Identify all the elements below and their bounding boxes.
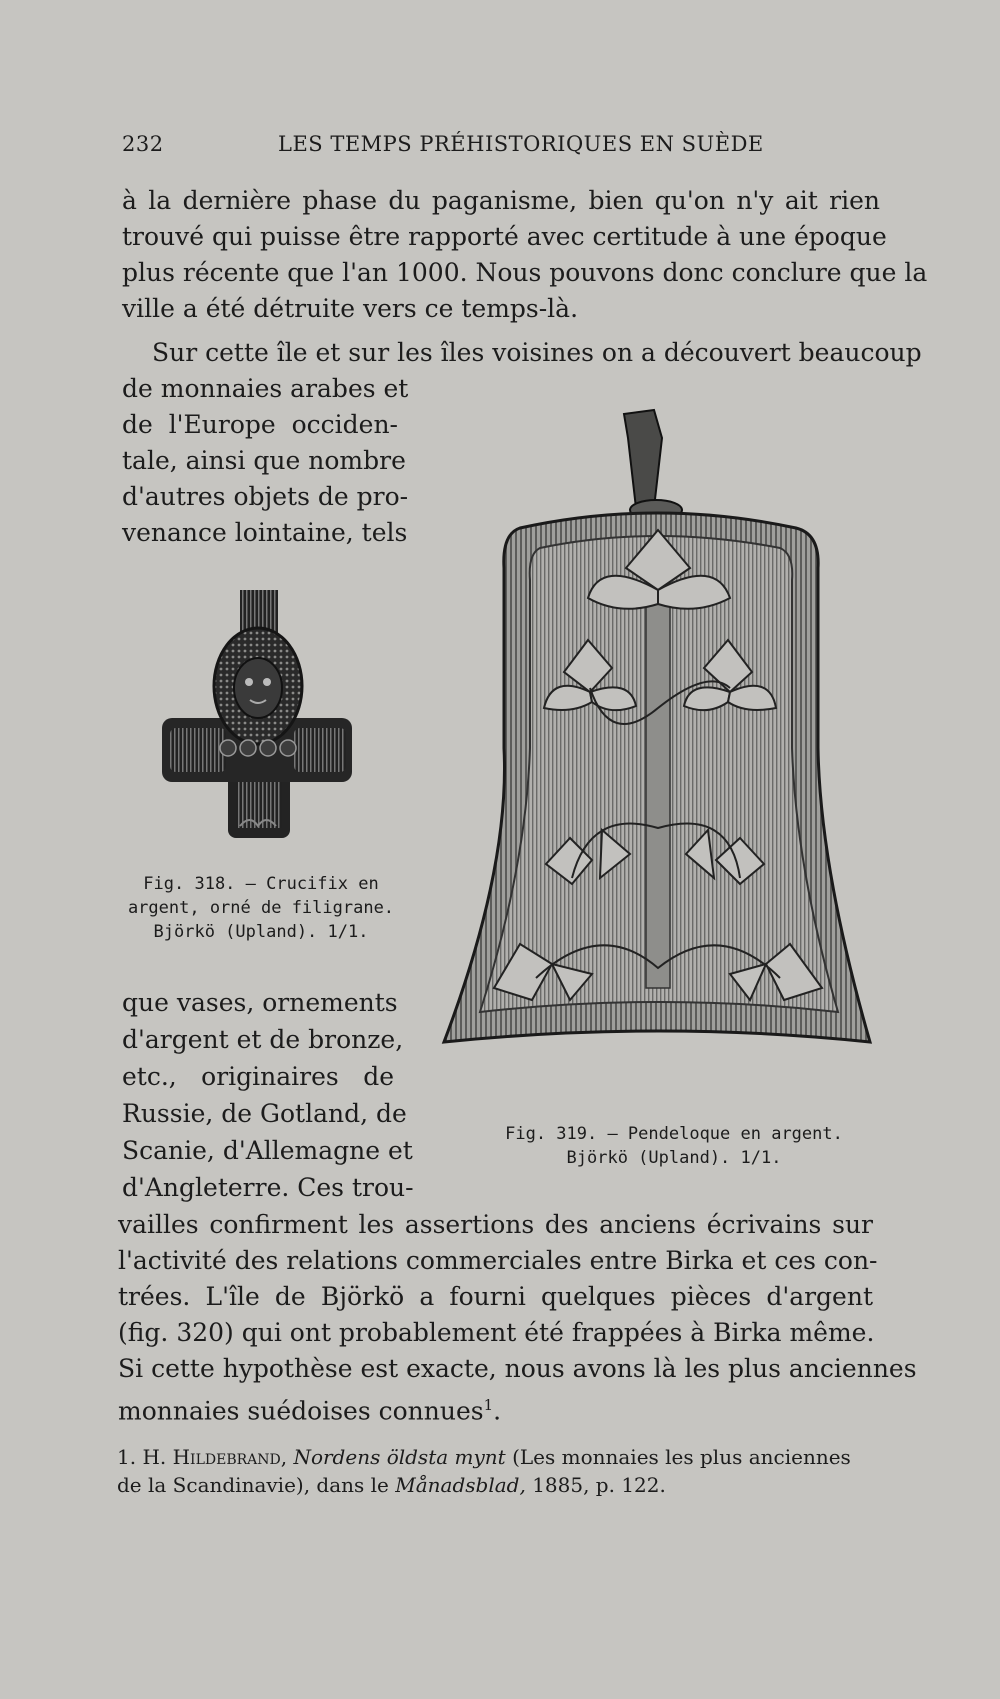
footnote-text: de la Scandinavie), dans le (117, 1473, 389, 1497)
paragraph-1 (122, 183, 928, 327)
footnote-line-1 (117, 1443, 869, 1471)
footnote (117, 1443, 869, 1499)
text-line: d'autres objets de pro- (122, 482, 409, 511)
footnote-journal: Månadsblad, (395, 1473, 526, 1497)
text-line: trées. L'île de Björkö a fourni quelques pièces d'argent (118, 1282, 873, 1311)
text-line: à la dernière phase du paganisme, bien qu'on n'y ait rien (122, 186, 880, 215)
footnote-text: 1885, p. 122. (532, 1473, 666, 1497)
text-line: monnaies suédoises connues$^1$. (118, 1396, 502, 1426)
caption-line: Björkö (Upland). 1/1. (153, 922, 369, 942)
text-line: venance lointaine, tels (122, 518, 408, 547)
paragraph-3-narrow-column (122, 984, 414, 1206)
text-line: d'Angleterre. Ces trou- (122, 1173, 414, 1202)
footnote-author: H. Hildebrand, (142, 1445, 288, 1469)
figure-318-caption (118, 872, 404, 944)
caption-line: Fig. 319. — Pendeloque en argent. (505, 1124, 843, 1144)
paragraph-2-narrow-column (122, 371, 409, 551)
text-line: tale, ainsi que nombre (122, 446, 406, 475)
footnote-work-title: Nordens öldsta mynt (293, 1445, 506, 1469)
running-title: LES TEMPS PRÉHISTORIQUES EN SUÈDE (278, 132, 764, 156)
footnote-number: 1. (117, 1445, 137, 1469)
text-line: etc., originaires de (122, 1062, 394, 1091)
text-line: Si cette hypothèse est exacte, nous avons là les plus anciennes (118, 1354, 917, 1383)
text-line: Russie, de Gotland, de (122, 1099, 407, 1128)
crucifix-illustration (158, 588, 358, 856)
footnote-line-2 (117, 1471, 869, 1499)
paragraph-2-first-line (152, 335, 922, 371)
pendant-illustration (440, 408, 880, 1090)
text-line: l'activité des relations commerciales entre Birka et ces con- (118, 1246, 878, 1275)
text-line: Sur cette île et sur les îles voisines on a découvert beaucoup (152, 338, 922, 367)
text-line: ville a été détruite vers ce temps-là. (122, 294, 579, 323)
text-line: Scanie, d'Allemagne et (122, 1136, 413, 1165)
text-line: d'argent et de bronze, (122, 1025, 404, 1054)
caption-line: argent, orné de filigrane. (127, 898, 395, 918)
figure-319-caption (474, 1122, 874, 1170)
text-line: plus récente que l'an 1000. Nous pouvons donc conclure que la (122, 258, 928, 287)
footnote-reference: 1 (483, 1396, 494, 1414)
text-line: de l'Europe occiden- (122, 410, 398, 439)
text-line: de monnaies arabes et (122, 374, 409, 403)
footnote-text: (Les monnaies les plus anciennes (512, 1445, 851, 1469)
text-line: trouvé qui puisse être rapporté avec certitude à une époque (122, 222, 887, 251)
last-line-text: monnaies suédoises connues (118, 1396, 484, 1426)
page-number: 232 (122, 132, 164, 156)
text-line: que vases, ornements (122, 988, 398, 1017)
running-header (122, 132, 882, 162)
paragraph-3-full-width (118, 1207, 917, 1429)
caption-line: Fig. 318. — Crucifix en (143, 874, 379, 894)
text-line: (fig. 320) qui ont probablement été frappées à Birka même. (118, 1318, 875, 1347)
caption-line: Björkö (Upland). 1/1. (566, 1148, 782, 1168)
text-line: vailles confirment les assertions des anciens écrivains sur (118, 1210, 873, 1239)
